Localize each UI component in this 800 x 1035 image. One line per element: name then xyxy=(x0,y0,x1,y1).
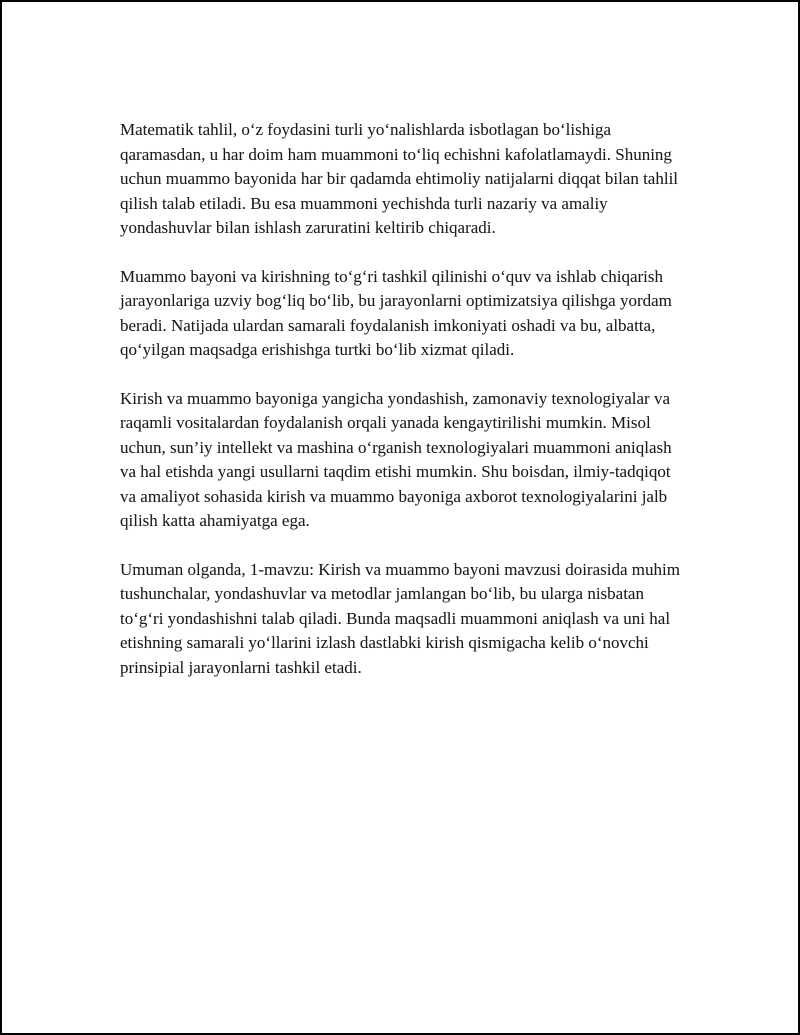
paragraph-2: Muammo bayoni va kirishning to‘g‘ri tashkil qilinishi o‘quv va ishlab chiqarish jarayonlariga uzviy bog‘liq bo‘lib, bu jarayonlarni optimizatsiya qilishga yordam beradi. Natijada ulardan samarali foydalanish imkoniyati oshadi va bu, albatta, qo‘yilgan maqsadga erishishga turtki bo‘lib xizmat qiladi. xyxy=(120,266,672,359)
paragraph-1: Matematik tahlil, o‘z foydasini turli yo‘nalishlarda isbotlagan bo‘lishiga qaramasdan, u har doim ham muammoni to‘liq echishni kafolatlamaydi. Shuning uchun muammo bayonida har bir qadamda ehtimoliy natijalarni diqqat bilan tahlil qilish talab etiladi. Bu esa muammoni yechishda turli nazariy va amaliy yondashuvlar bilan ishlash zaruratini keltirib chiqaradi. xyxy=(120,120,679,237)
paragraph-4: Umuman olganda, 1-mavzu: Kirish va muammo bayoni mavzusi doirasida muhim tushunchalar, yondashuvlar va metodlar jamlangan bo‘lib, bu ularga nisbatan to‘g‘ri yondashishni talab qiladi. Bunda maqsadli muammoni aniqlash va uni hal etishning samarali yo‘llarini izlash dastlabki kirish qismigacha kelib o‘novchi prinsipial jarayonlarni tashkil etadi. xyxy=(120,559,680,677)
document-body xyxy=(120,118,690,704)
paragraph-3: Kirish va muammo bayoniga yangicha yondashish, zamonaviy texnologiyalar va raqamli vositalardan foydalanish orqali yanada kengaytirilishi mumkin. Misol uchun, sun’iy intellekt va mashina o‘rganish texnologiyalari muammoni aniqlash va hal etishda yangi usullarni taqdim etishi mumkin. Shu boisdan, ilmiy-tadqiqot va amaliyot sohasida kirish va muammo bayoniga axborot texnologiyalarini jalb qilish katta ahamiyatga ega. xyxy=(120,388,672,530)
